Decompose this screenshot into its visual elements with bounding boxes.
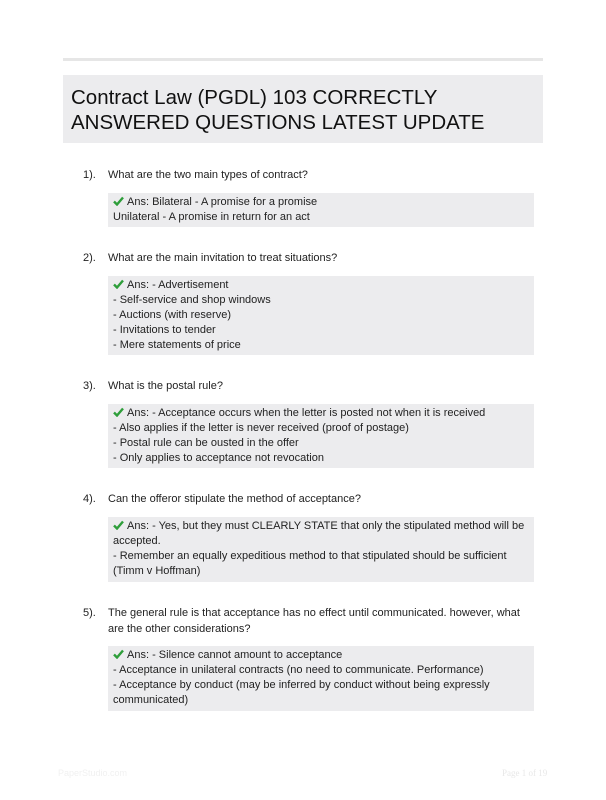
check-icon xyxy=(113,196,124,206)
answer-line: - Mere statements of price xyxy=(113,339,241,351)
answer-line: - Auctions (with reserve) xyxy=(113,309,231,321)
answer-line: - Acceptance by conduct (may be inferred by conduct without being expressly communicated) xyxy=(113,679,490,706)
question-text: The general rule is that acceptance has no effect until communicated. however, what are the other considerations? xyxy=(108,607,520,635)
question-text: What are the main invitation to treat situations? xyxy=(108,252,338,264)
answer-box xyxy=(108,517,534,582)
question-number: 5). xyxy=(83,607,96,619)
question-text: What is the postal rule? xyxy=(108,380,223,392)
question-text: What are the two main types of contract? xyxy=(108,169,308,181)
answer-line: - Only applies to acceptance not revocation xyxy=(113,452,324,464)
question-number: 4). xyxy=(83,493,96,505)
answer-line: - Postal rule can be ousted in the offer xyxy=(113,437,299,449)
title-line-2: ANSWERED QUESTIONS LATEST UPDATE xyxy=(71,111,485,134)
question-text: Can the offeror stipulate the method of acceptance? xyxy=(108,493,361,505)
question-number: 1). xyxy=(83,169,96,181)
answer-box xyxy=(108,646,534,711)
answer-box xyxy=(108,193,534,227)
page-number: Page 1 of 19 xyxy=(502,768,548,778)
answer-line: Ans: - Acceptance occurs when the letter is posted not when it is received xyxy=(113,406,529,421)
check-icon xyxy=(113,520,124,530)
title-banner xyxy=(63,75,543,143)
check-icon xyxy=(113,649,124,659)
answer-line: Ans: Bilateral - A promise for a promise xyxy=(113,195,529,210)
answer-line: - Acceptance in unilateral contracts (no need to communicate. Performance) xyxy=(113,664,484,676)
question-number: 2). xyxy=(83,252,96,264)
answer-line: - Self-service and shop windows xyxy=(113,294,271,306)
answer-line: Unilateral - A promise in return for an act xyxy=(113,211,310,223)
answer-line: Ans: - Advertisement xyxy=(113,278,529,293)
check-icon xyxy=(113,407,124,417)
title-line-1: Contract Law (PGDL) 103 CORRECTLY xyxy=(71,86,438,109)
answer-line: - Invitations to tender xyxy=(113,324,216,336)
footer-watermark: PaperStudio.com xyxy=(58,768,128,778)
answer-box xyxy=(108,276,534,355)
question-number: 3). xyxy=(83,380,96,392)
answer-line: Ans: - Yes, but they must CLEARLY STATE that only the stipulated method will be accepted. xyxy=(113,520,525,547)
document-title xyxy=(71,85,535,135)
top-divider xyxy=(63,58,543,61)
answer-line: - Also applies if the letter is never received (proof of postage) xyxy=(113,422,409,434)
answer-box xyxy=(108,404,534,468)
answer-line: - Remember an equally expeditious method to that stipulated should be sufficient (Timm v Hoffman) xyxy=(113,550,507,577)
check-icon xyxy=(113,279,124,289)
answer-line: Ans: - Silence cannot amount to acceptance xyxy=(113,648,529,663)
